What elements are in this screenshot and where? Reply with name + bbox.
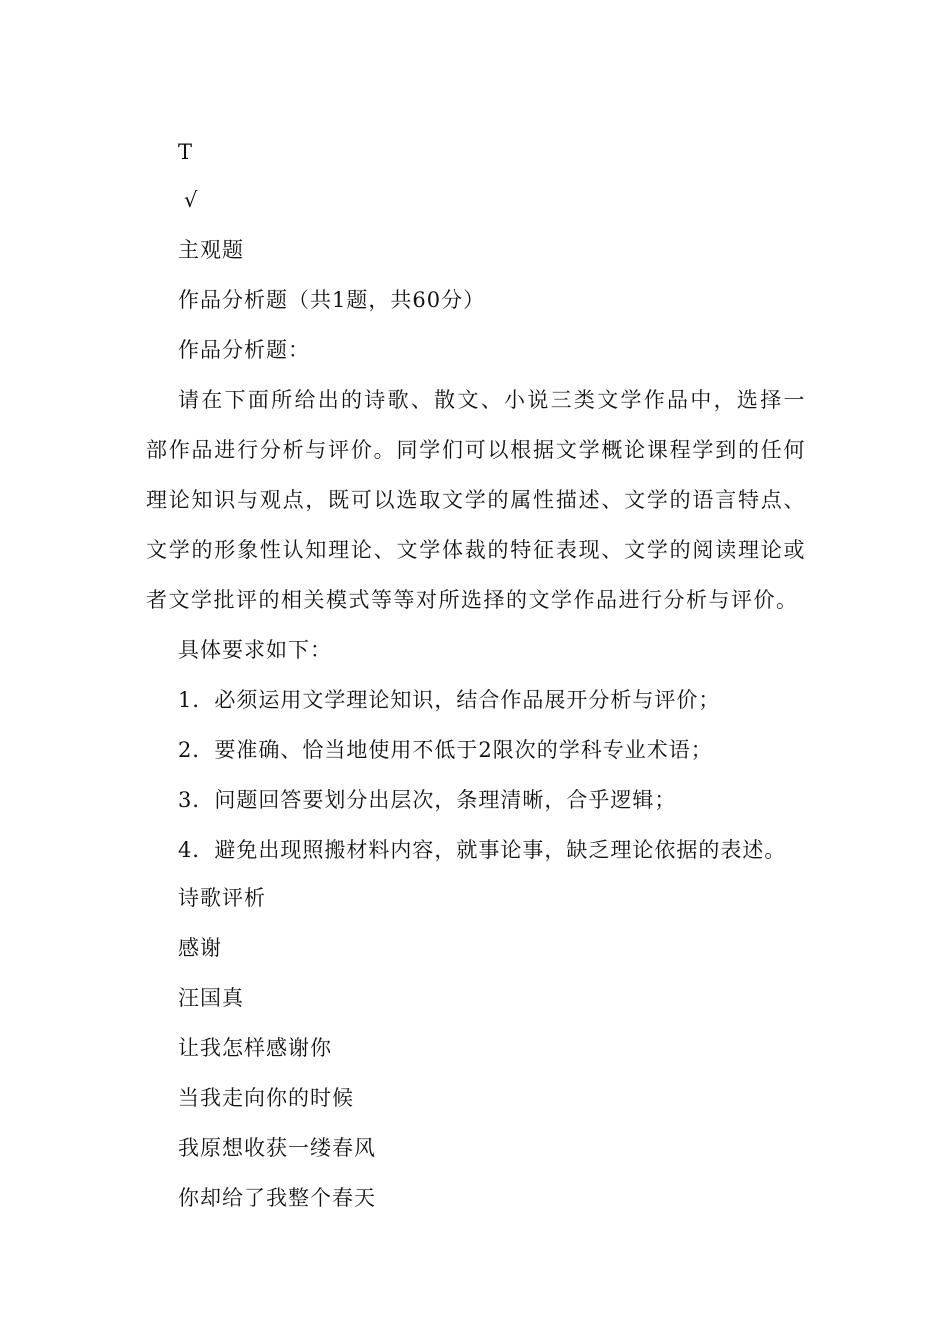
section-title: 作品分析题（共1题，共60分） (178, 288, 486, 312)
poem-title: 感谢 (178, 936, 222, 960)
poem-line-4: 你却给了我整个春天 (178, 1186, 376, 1210)
question-label: 作品分析题： (178, 338, 310, 362)
poem-author: 汪国真 (178, 986, 244, 1010)
poem-line-3: 我原想收获一缕春风 (178, 1136, 376, 1160)
poem-line-1: 让我怎样感谢你 (178, 1036, 332, 1060)
requirement-item-4: 4．避免出现照搬材料内容，就事论事，缺乏理论依据的表述。 (178, 838, 787, 862)
answer-check-mark: √ (184, 188, 199, 212)
poetry-heading: 诗歌评析 (178, 886, 266, 910)
requirements-intro: 具体要求如下： (178, 638, 332, 662)
requirement-item-2: 2．要准确、恰当地使用不低于2限次的学科专业术语； (178, 738, 713, 762)
poem-line-2: 当我走向你的时候 (178, 1086, 354, 1110)
instruction-paragraph: 请在下面所给出的诗歌、散文、小说三类文学作品中，选择一部作品进行分析与评价。同学们可以根据文学概论课程学到的任何理论知识与观点，既可以选取文学的属性描述、文学的语言特点、文学的形象性认知理论、文学体裁的特征表现、文学的阅读理论或者文学批评的相关模式等等对所选择的文学作品进行分析与评价。 (146, 388, 806, 612)
requirement-item-3: 3．问题回答要划分出层次，条理清晰，合乎逻辑； (178, 788, 677, 812)
answer-t-mark: T (178, 140, 194, 164)
subjective-heading: 主观题 (178, 238, 244, 262)
requirement-item-1: 1．必须运用文学理论知识，结合作品展开分析与评价； (178, 688, 721, 712)
